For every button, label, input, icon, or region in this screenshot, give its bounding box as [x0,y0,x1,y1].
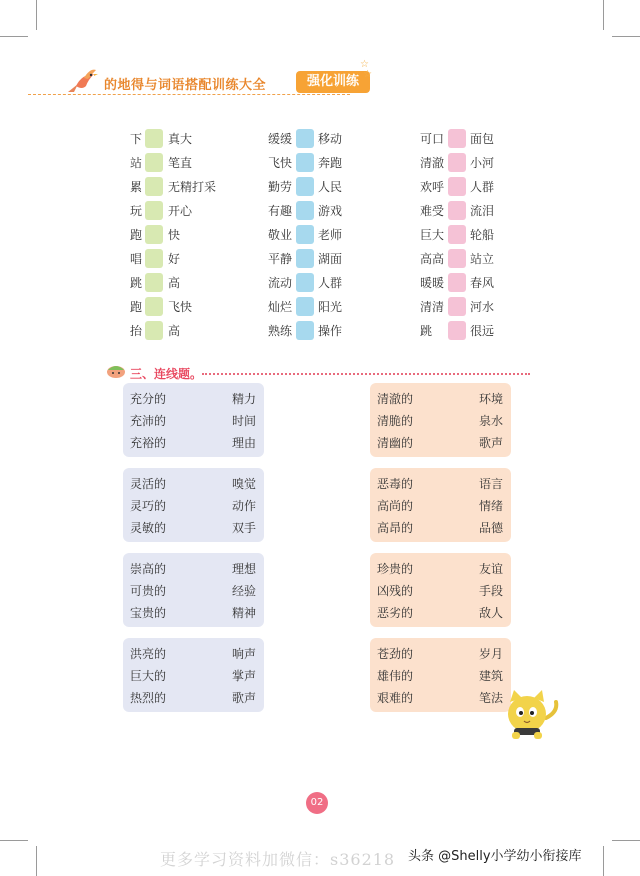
watermark-text: 更多学习资料加微信：s36218 [160,850,396,869]
match-right-word[interactable]: 响声 [231,647,256,661]
answer-blank[interactable] [145,321,163,340]
match-row [123,580,264,602]
match-row [123,432,264,454]
match-left-word[interactable]: 高尚的 [377,499,414,513]
word-before: 有趣 [268,204,293,218]
word-before: 飞快 [268,156,293,170]
match-row [123,558,264,580]
answer-blank[interactable] [296,201,314,220]
match-group [123,553,264,627]
word-after: 游戏 [318,204,343,218]
word-after: 笔直 [168,156,193,170]
crop-mark [36,0,37,30]
word-before: 敬业 [268,228,293,242]
match-right-word[interactable]: 岁月 [478,647,503,661]
answer-blank[interactable] [145,297,163,316]
word-before: 清清 [420,300,445,314]
page-header [0,60,640,100]
match-row [123,643,264,665]
answer-blank[interactable] [145,201,163,220]
crop-mark [612,36,640,37]
answer-blank[interactable] [448,153,466,172]
match-group [123,383,264,457]
word-before: 难受 [420,204,445,218]
answer-blank[interactable] [145,249,163,268]
star-icon: ☆ ☆ [360,59,373,80]
word-after: 人民 [318,180,343,194]
word-after: 老师 [318,228,343,242]
match-right-word[interactable]: 建筑 [478,669,503,683]
match-left-word[interactable]: 苍劲的 [377,647,414,661]
match-left-word[interactable]: 恶劣的 [377,606,414,620]
match-row [370,517,511,539]
match-right-word[interactable]: 嗅觉 [231,477,256,491]
word-before: 可口 [420,132,445,146]
word-after: 轮船 [470,228,495,242]
match-right-word[interactable]: 时间 [231,414,256,428]
match-left-word[interactable]: 宝贵的 [130,606,167,620]
match-row [370,432,511,454]
match-row [370,495,511,517]
answer-blank[interactable] [145,153,163,172]
match-row [123,410,264,432]
word-before: 巨大 [420,228,445,242]
match-right-word[interactable]: 品德 [478,521,503,535]
word-before: 玩 [130,204,143,218]
word-before: 跑 [130,228,143,242]
match-group [370,553,511,627]
match-row [123,517,264,539]
word-after: 很远 [470,324,495,338]
match-group [370,383,511,457]
match-left-word[interactable]: 崇高的 [130,562,167,576]
answer-blank[interactable] [296,249,314,268]
answer-blank[interactable] [448,273,466,292]
word-before: 勤劳 [268,180,293,194]
answer-blank[interactable] [296,153,314,172]
match-right-word[interactable]: 精力 [231,392,256,406]
match-left-word[interactable]: 清澈的 [377,392,414,406]
match-left-word[interactable]: 巨大的 [130,669,167,683]
match-left-word[interactable]: 洪亮的 [130,647,167,661]
answer-blank[interactable] [145,177,163,196]
word-before: 跳 [420,324,433,338]
match-left-word[interactable]: 高昂的 [377,521,414,535]
word-after: 操作 [318,324,343,338]
match-right-word[interactable]: 友谊 [478,562,503,576]
answer-blank[interactable] [145,225,163,244]
match-right-word[interactable]: 精神 [231,606,256,620]
word-before: 平静 [268,252,293,266]
word-before: 站 [130,156,143,170]
section-title: 三、连线题。 [130,367,203,381]
answer-blank[interactable] [448,249,466,268]
word-before: 累 [130,180,143,194]
match-right-word[interactable]: 动作 [231,499,256,513]
crop-mark [603,0,604,30]
word-after: 河水 [470,300,495,314]
word-before: 缓缓 [268,132,293,146]
match-group [370,638,511,712]
word-after: 无精打采 [168,180,217,194]
word-after: 面包 [470,132,495,146]
word-after: 好 [168,252,181,266]
word-before: 欢呼 [420,180,445,194]
answer-blank[interactable] [296,321,314,340]
match-left-word[interactable]: 可贵的 [130,584,167,598]
match-right-word[interactable]: 环境 [478,392,503,406]
word-after: 移动 [318,132,343,146]
page-number: 02 [306,792,328,814]
word-before: 唱 [130,252,143,266]
word-before: 抬 [130,324,143,338]
match-right-word[interactable]: 敌人 [478,606,503,620]
match-right-word[interactable]: 掌声 [231,669,256,683]
match-right-word[interactable]: 理由 [231,436,256,450]
match-left-word[interactable]: 雄伟的 [377,669,414,683]
crop-mark [612,840,640,841]
answer-blank[interactable] [448,129,466,148]
answer-blank[interactable] [296,297,314,316]
word-before: 高高 [420,252,445,266]
match-left-word[interactable]: 清幽的 [377,436,414,450]
match-row [370,602,511,624]
match-row [123,388,264,410]
word-after: 飞快 [168,300,193,314]
answer-blank[interactable] [145,129,163,148]
match-left-word[interactable]: 珍贵的 [377,562,414,576]
match-row [370,410,511,432]
section-divider [202,373,530,375]
match-right-word[interactable]: 手段 [478,584,503,598]
match-row [123,495,264,517]
header-title: 的地得与词语搭配训练大全 [104,78,267,93]
match-group [123,638,264,712]
crop-mark [0,36,28,37]
word-after: 高 [168,324,181,338]
word-after: 高 [168,276,181,290]
match-left-word[interactable]: 充裕的 [130,436,167,450]
word-after: 阳光 [318,300,343,314]
crop-mark [0,840,28,841]
match-right-word[interactable]: 理想 [231,562,256,576]
match-left-word[interactable]: 灵活的 [130,477,167,491]
match-row [123,602,264,624]
match-row [370,580,511,602]
cat-icon [500,688,560,740]
answer-blank[interactable] [145,273,163,292]
word-after: 快 [168,228,181,242]
word-after: 人群 [318,276,343,290]
match-row [123,473,264,495]
match-left-word[interactable]: 充分的 [130,392,167,406]
match-right-word[interactable]: 语言 [478,477,503,491]
answer-blank[interactable] [296,225,314,244]
match-row [370,643,511,665]
answer-blank[interactable] [448,177,466,196]
match-right-word[interactable]: 情绪 [478,499,503,513]
header-badge: 强化训练 [296,71,370,93]
word-before: 暖暖 [420,276,445,290]
match-right-word[interactable]: 双手 [231,521,256,535]
match-left-word[interactable]: 灵巧的 [130,499,167,513]
word-before: 清澈 [420,156,445,170]
match-right-word[interactable]: 泉水 [478,414,503,428]
match-row [370,473,511,495]
bird-icon [64,66,98,98]
word-after: 开心 [168,204,193,218]
match-row [123,687,264,709]
match-right-word[interactable]: 经验 [231,584,256,598]
word-before: 熟练 [268,324,293,338]
match-row [370,388,511,410]
crop-mark [603,846,604,876]
match-row [123,665,264,687]
match-left-word[interactable]: 充沛的 [130,414,167,428]
word-after: 站立 [470,252,495,266]
match-group [370,468,511,542]
word-before: 灿烂 [268,300,293,314]
answer-blank[interactable] [448,225,466,244]
word-after: 湖面 [318,252,343,266]
match-left-word[interactable]: 恶毒的 [377,477,414,491]
answer-blank[interactable] [448,297,466,316]
match-group [123,468,264,542]
answer-blank[interactable] [296,273,314,292]
match-left-word[interactable]: 艰难的 [377,691,414,705]
cake-icon [106,361,126,379]
match-right-word[interactable]: 歌声 [231,691,256,705]
match-right-word[interactable]: 笔法 [478,691,503,705]
source-credit: 头条 @Shelly小学幼小衔接库 [406,845,584,864]
match-left-word[interactable]: 灵敏的 [130,521,167,535]
word-before: 跑 [130,300,143,314]
answer-blank[interactable] [296,129,314,148]
answer-blank[interactable] [448,321,466,340]
match-left-word[interactable]: 清脆的 [377,414,414,428]
word-after: 人群 [470,180,495,194]
match-left-word[interactable]: 热烈的 [130,691,167,705]
match-row [370,558,511,580]
match-row [370,687,511,709]
word-after: 流泪 [470,204,495,218]
word-after: 小河 [470,156,495,170]
word-before: 流动 [268,276,293,290]
word-after: 真大 [168,132,193,146]
crop-mark [36,846,37,876]
match-left-word[interactable]: 凶残的 [377,584,414,598]
word-before: 跳 [130,276,143,290]
answer-blank[interactable] [448,201,466,220]
word-after: 春风 [470,276,495,290]
answer-blank[interactable] [296,177,314,196]
match-row [370,665,511,687]
word-after: 奔跑 [318,156,343,170]
word-before: 下 [130,132,143,146]
match-right-word[interactable]: 歌声 [478,436,503,450]
